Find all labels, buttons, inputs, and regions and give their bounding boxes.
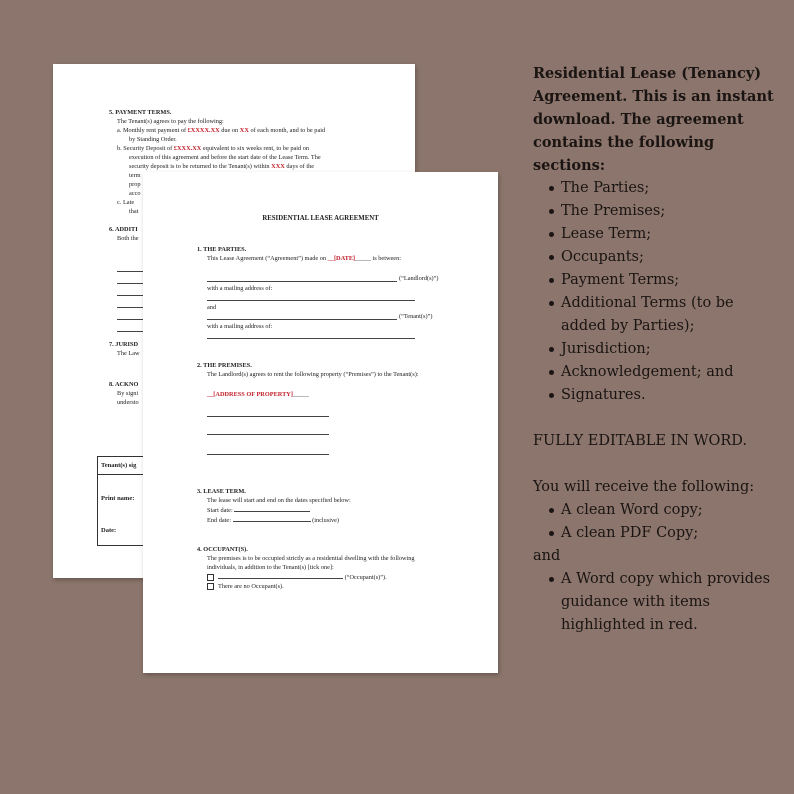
section-4-text-2: individuals, in addition to the Tenant(s) [tick one]: — [207, 564, 334, 571]
list-item: The Parties; — [533, 177, 783, 200]
mailing-address-label-2: with a mailing address of: — [207, 323, 273, 330]
deliverables-list — [533, 499, 783, 545]
address-line-1 — [207, 416, 329, 417]
date-placeholder: __[DATE] — [327, 255, 356, 262]
front-document-page — [143, 172, 498, 673]
blank-line — [117, 319, 143, 320]
list-item: Lease Term; — [533, 223, 783, 246]
item-c-line1: c. Late — [117, 199, 135, 206]
occupant-option: (“Occupant(s)”). — [197, 572, 492, 582]
editable-note: FULLY EDITABLE IN WORD. — [533, 433, 748, 449]
list-item: A Word copy which provides guidance with items highlighted in red. — [533, 568, 783, 637]
list-item: Signatures. — [533, 384, 783, 407]
address-line-3 — [207, 454, 329, 455]
list-item: Additional Terms (to be added by Parties); — [533, 292, 783, 338]
section-2-title: 2. THE PREMISES. — [197, 362, 252, 369]
section-8-title: 8. ACKNO — [109, 381, 139, 388]
section-3-text: The lease will start and end on the dates specified below: — [207, 497, 351, 504]
list-item: The Premises; — [533, 200, 783, 223]
mailing-address-label-1: with a mailing address of: — [207, 285, 273, 292]
tenant-signature-label: Tenant(s) sig — [101, 462, 137, 469]
landlord-label: (“Landlord(s)”) — [399, 275, 439, 282]
item-b-line4: term — [129, 172, 141, 179]
start-date-row: Start date: — [197, 505, 487, 515]
product-description — [533, 62, 783, 637]
landlord-address-line — [207, 300, 415, 301]
section-3-title: 3. LEASE TERM. — [197, 488, 246, 495]
item-a-line2: by Standing Order. — [129, 136, 177, 143]
section-4-title: 4. OCCUPANT(S). — [197, 546, 248, 553]
section-1-title: 1. THE PARTIES. — [197, 246, 247, 253]
tenant-label: (“Tenant(s)”) — [399, 313, 433, 320]
address-line-2 — [207, 434, 329, 435]
section-list — [533, 177, 783, 407]
blank-line — [117, 307, 143, 308]
item-c-line2: that — [129, 208, 139, 215]
checkbox-icon — [207, 574, 214, 581]
section-6-title: 6. ADDITI — [109, 226, 138, 233]
list-item: Jurisdiction; — [533, 338, 783, 361]
item-a: a. Monthly rent payment of £XXXX.XX due on XX of each month, and to be paid — [117, 127, 326, 134]
blank-line — [117, 295, 143, 296]
date-label: Date: — [101, 527, 117, 534]
list-item: Acknowledgement; and — [533, 361, 783, 384]
blank-line — [117, 331, 143, 332]
item-b: b. Security Deposit of £XXX.XX equivalent to six weeks rent, to be paid on — [117, 145, 310, 152]
list-item: A clean PDF Copy; — [533, 522, 783, 545]
section-5-intro: The Tenant(s) agrees to pay the following: — [117, 118, 224, 125]
section-5-title: 5. PAYMENT TERMS. — [109, 109, 172, 116]
end-date-row: End date: (inclusive) — [207, 517, 340, 524]
document-title: RESIDENTIAL LEASE AGREEMENT — [262, 215, 379, 222]
checkbox-icon — [207, 583, 214, 590]
section-1-text: This Lease Agreement (“Agreement”) made on __[DATE]_____ is between: — [207, 255, 401, 262]
section-7-text: The Law — [117, 350, 140, 357]
blank-line — [117, 271, 143, 272]
tenant-address-line — [207, 338, 415, 339]
section-7-title: 7. JURISD — [109, 341, 139, 348]
deliverables-list-2 — [533, 568, 783, 637]
landlord-name-line — [207, 281, 397, 282]
section-2-text: The Landlord(s) agrees to rent the following property (“Premises”) to the Tenant(s): — [207, 371, 419, 378]
property-address-placeholder: __[ADDRESS OF PROPERTY]_____ — [207, 391, 309, 398]
list-item: A clean Word copy; — [533, 499, 783, 522]
section-4-text-1: The premises is to be occupied strictly as a residential dwelling with the following — [207, 555, 415, 562]
and-label: and — [207, 304, 217, 311]
and-text: and — [533, 548, 561, 564]
blank-line — [117, 283, 143, 284]
receive-intro: You will receive the following: — [533, 479, 755, 495]
section-8-text-1: By signi — [117, 390, 139, 397]
list-item: Occupants; — [533, 246, 783, 269]
print-name-label: Print name: — [101, 495, 135, 502]
item-b-line2: execution of this agreement and before the start date of the Lease Term. The — [129, 154, 321, 161]
section-8-text-2: understo — [117, 399, 139, 406]
list-item: Payment Terms; — [533, 269, 783, 292]
no-occupant-option: There are no Occupant(s). — [197, 582, 492, 591]
section-6-text: Both the — [117, 235, 139, 242]
description-intro: Residential Lease (Tenancy) Agreement. This is an instant download. The agreement contains the following sections: — [533, 65, 774, 174]
item-b-line6: acco — [129, 190, 141, 197]
item-b-line5: prop — [129, 181, 141, 188]
tenant-name-line — [207, 319, 397, 320]
item-b-line3: security deposit is to be returned to the Tenant(s) within XXX days of the — [129, 163, 315, 170]
